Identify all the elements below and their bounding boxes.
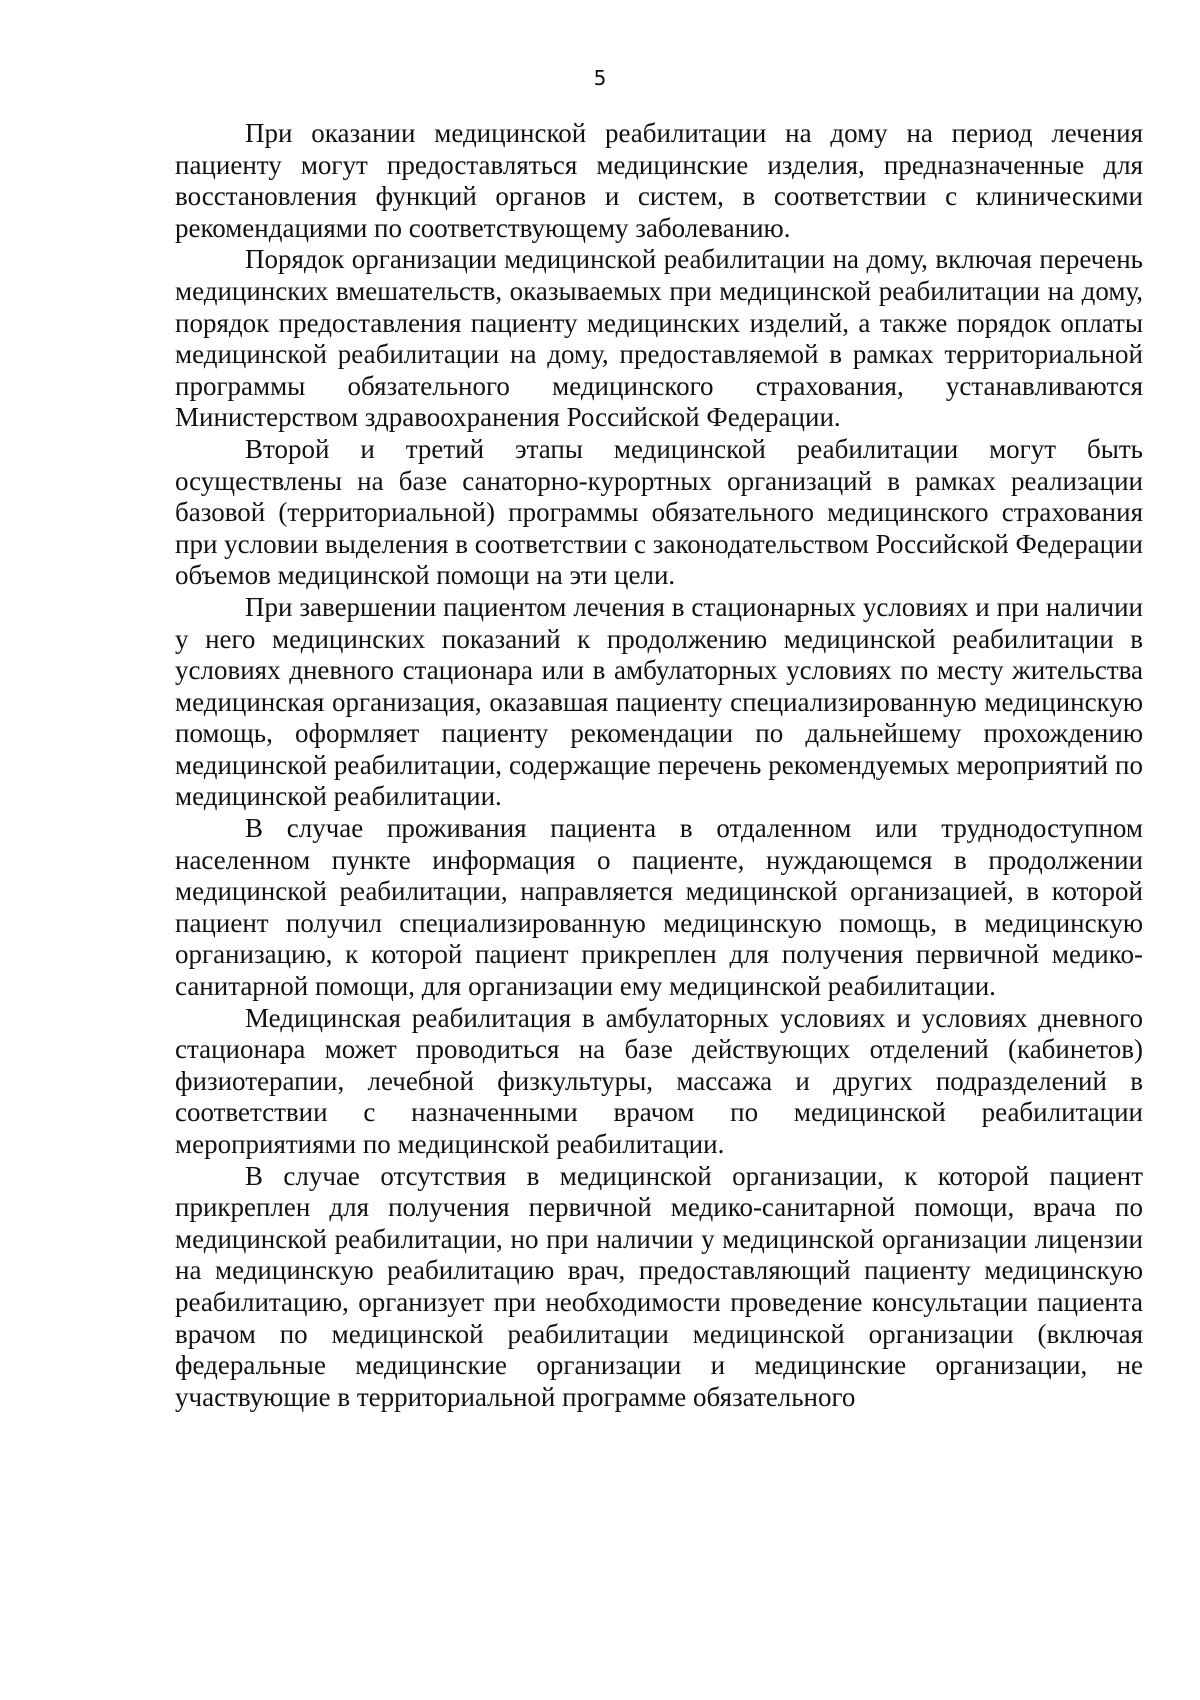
paragraph-outpatient-rehab: Медицинская реабилитация в амбулаторных условиях и условиях дневного стационара может проводиться на базе действующих отделений (кабинетов) физиотерапии, лечебной физкультуры, массажа и других подразделений в соответствии с назначенными врачом по медицинской реабилитации мероприятиями по медицинской реабилитации. [175, 1002, 1143, 1159]
document-body [175, 118, 1143, 1413]
page-number: 5 [593, 66, 607, 90]
paragraph-remote-settlement: В случае проживания пациента в отдаленном или труднодоступном населенном пункте информация о пациенте, нуждающемся в продолжении медицинской реабилитации, направляется медицинской организацией, в которой пациент получил специализированную медицинскую помощь, в медицинскую организацию, к которой пациент прикреплен для получения первичной медико-санитарной помощи, для организации ему медицинской реабилитации. [175, 813, 1143, 1002]
paragraph-home-rehab-procedure: Порядок организации медицинской реабилитации на дому, включая перечень медицинских вмешательств, оказываемых при медицинской реабилитации на дому, порядок предоставления пациенту медицинских изделий, а также порядок оплаты медицинской реабилитации на дому, предоставляемой в рамках территориальной программы обязательного медицинского страхования, устанавливаются Министерством здравоохранения Российской Федерации. [175, 244, 1143, 433]
paragraph-no-rehab-physician: В случае отсутствия в медицинской организации, к которой пациент прикреплен для получения первичной медико-санитарной помощи, врача по медицинской реабилитации, но при наличии у медицинской организации лицензии на медицинскую реабилитацию врач, предоставляющий пациенту медицинскую реабилитацию, организует при необходимости проведение консультации пациента врачом по медицинской реабилитации медицинской организации (включая федеральные медицинские организации и медицинские организации, не участвующие в территориальной программе обязательного [175, 1160, 1143, 1412]
paragraph-home-rehab-devices: При оказании медицинской реабилитации на дому на период лечения пациенту могут предоставляться медицинские изделия, предназначенные для восстановления функций органов и систем, в соответствии с клиническими рекомендациями по соответствующему заболеванию. [175, 118, 1143, 243]
paragraph-sanatorium-stages: Второй и третий этапы медицинской реабилитации могут быть осуществлены на базе санаторно-курортных организаций в рамках реализации базовой (территориальной) программы обязательного медицинского страхования при условии выделения в соответствии с законодательством Российской Федерации объемов медицинской помощи на эти цели. [175, 433, 1143, 591]
paragraph-discharge-recommendations: При завершении пациентом лечения в стационарных условиях и при наличии у него медицинских показаний к продолжению медицинской реабилитации в условиях дневного стационара или в амбулаторных условиях по месту жительства медицинская организация, оказавшая пациенту специализированную медицинскую помощь, оформляет пациенту рекомендации по дальнейшему прохождению медицинской реабилитации, содержащие перечень рекомендуемых мероприятий по медицинской реабилитации. [175, 591, 1143, 812]
